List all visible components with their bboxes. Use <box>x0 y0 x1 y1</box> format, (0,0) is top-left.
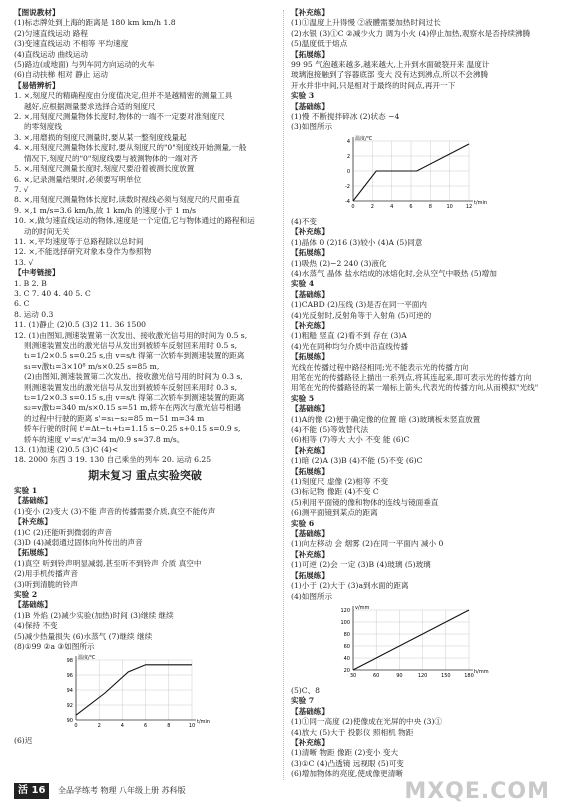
answer-line: 2. ×,用刻度尺测量物体长度时,物体的一端不一定要对准刻度尺 <box>14 112 225 122</box>
x-tick-label: 4 <box>390 203 394 210</box>
y-axis-label: 温度/℃ <box>355 135 373 142</box>
answer-line: (2)用手机传播声音 <box>14 569 78 579</box>
answer-line: (5)温度低于熔点 <box>291 39 348 49</box>
right-column <box>291 8 553 780</box>
y-tick-label: 60 <box>343 643 350 650</box>
section-heading: 【图说教材】 <box>14 8 60 17</box>
x-tick-label: 4 <box>120 723 124 730</box>
section-heading: 实验 2 <box>14 589 38 599</box>
answer-line: (2)由图知,测速装置第二次发出、接收激光信号用的时间为 0.3 s, <box>24 372 243 382</box>
answer-line: (1)可逆 (2)会 一定 (3)B (4)玻璃 (5)玻璃 <box>291 560 431 570</box>
answer-line: (6)迟 <box>14 736 33 746</box>
y-tick-label: 4 <box>346 138 350 145</box>
answer-line: 8. ×,用刻度尺测量物体长度时,读数时视线必须与刻度尺的尺面垂直 <box>14 195 240 205</box>
answer-line: 6. C <box>14 299 30 309</box>
y-tick-label: 92 <box>66 703 73 710</box>
answer-line: 4. ×,用刻度尺测量物体长度时,要从刻度尺的"0"刻度线开始测量,一般 <box>14 143 247 153</box>
answer-line: 11. ×,平均速度等于总路程除以总时间 <box>14 236 144 246</box>
answer-line: (1)向左移动 会 烟雾 (2)在同一平面内 减小 0 <box>291 539 444 549</box>
temp-graph-wrapper <box>54 654 276 734</box>
answer-line: (1)C (2)还能听到微弱的声音 <box>14 527 113 537</box>
answer-line: 5. ×,用刻度尺测量长度时,刻度尺要沿着被测长度放置 <box>14 164 195 174</box>
answer-line: 7. √ <box>14 184 29 194</box>
melt-graph-wrapper <box>331 135 553 215</box>
answer-line: (5)利用平面镜的像和物体的连线与镜面垂直 <box>291 497 439 507</box>
answer-line: t₂=1/2×0.3 s=0.15 s,由 v=s/t 得第二次轿车到测速装置的距离 <box>24 393 245 403</box>
answer-line: s₁=v激t₁=3×10⁸ m/s×0.25 s=85 m, <box>24 361 160 371</box>
y-tick-label: 98 <box>66 658 73 665</box>
x-axis-label: t/min <box>197 719 211 726</box>
page-number: 活 16 <box>14 783 49 799</box>
answer-line: (3)变速直线运动 不相等 平均速度 <box>14 39 129 49</box>
section-heading: 【基础练】 <box>14 600 52 610</box>
section-heading: 【拓展练】 <box>291 570 329 580</box>
answer-line: 轿车的速度 v'=s'/t'=34 m/0.9 s≈37.8 m/s。 <box>24 434 185 444</box>
answer-line: (6)相等 (7)等大 大小 不变 能 (6)C <box>291 435 410 445</box>
answer-line: 的过程中行驶的距离 s'=s₁−s₂=85 m−51 m=34 m <box>24 413 205 423</box>
answer-line: 8. 运动 0.3 <box>14 309 54 319</box>
y-tick-label: 96 <box>66 673 73 680</box>
x-tick-label: 0 <box>74 723 78 730</box>
section-heading: 实验 1 <box>14 485 38 495</box>
answer-line: 光线在传播过程中路径相同;光不能表示光的传播方向 <box>291 362 469 372</box>
y-tick-label: 80 <box>343 631 350 638</box>
answer-line: 13. (1)加速 (2)0.5 (3)C (4)< <box>14 445 119 455</box>
chapter-title: 期末复习 重点实验突破 <box>88 468 202 482</box>
answer-line: (4)光反射时,反射角等于入射角 (5)可逆的 <box>291 310 432 320</box>
section-heading: 【补充练】 <box>291 549 329 559</box>
answer-line: (1)清晰 物距 像距 (2)变小 变大 <box>291 748 399 758</box>
section-heading: 实验 7 <box>291 696 315 706</box>
x-tick-label: 150 <box>441 672 451 679</box>
section-heading: 【拓展练】 <box>291 49 329 59</box>
answer-line: (1)B 外焰 (2)减少实验(加热)时间 (3)继续 继续 <box>14 610 174 620</box>
x-tick-label: 180 <box>464 672 474 679</box>
y-axis-label: v/mm <box>355 604 370 611</box>
y-tick-label: 40 <box>343 655 350 662</box>
x-tick-label: 6 <box>409 203 413 210</box>
answer-line: 12. ×,不能选择研究对象本身作为参照物 <box>14 247 152 257</box>
answer-line: 9. ×,1 m/s=3.6 km/h,故 1 km/h 的速度小于 1 m/s <box>14 205 197 215</box>
answer-line: (1)晶体 0 (2)16 (3)较小 (4)A (5)同意 <box>291 237 423 247</box>
x-tick-label: 10 <box>188 723 196 730</box>
depth-graph-wrapper <box>331 604 553 684</box>
answer-line: 1. B 2. B <box>14 278 47 288</box>
answer-line: (1)CABD (2)压线 (3)是否在同一平面内 <box>291 300 427 310</box>
answer-line: (3)D (4)减弱通过固体向外传出的声音 <box>14 537 143 547</box>
y-tick-label: -2 <box>345 183 350 190</box>
x-tick-label: 60 <box>373 672 380 679</box>
answer-line: 18. 2000 东西 3 19. 130 自己乘坐的列车 20. 运动 6.25 <box>14 455 212 465</box>
depth-graph <box>331 604 489 684</box>
answer-line: (1)标志牌处到上海的距离是 180 km km/h 1.8 <box>14 18 176 28</box>
answer-line: (1)暗 (2)A (3)B (4)不能 (5)不变 (6)C <box>291 456 423 466</box>
answer-line: (4)光在同种均匀介质中沿直线传播 <box>291 341 409 351</box>
answer-line: 用笔在光的传播路径的某一端标上箭头,代表光的传播方向,从而模拟"光线" <box>291 383 539 393</box>
section-heading: 【基础练】 <box>291 101 329 111</box>
answer-line: 越好,应根据测量要求选择合适的刻度尺 <box>24 101 156 111</box>
y-tick-label: 100 <box>340 619 350 626</box>
section-heading: 【补充练】 <box>291 8 329 17</box>
x-tick-label: 2 <box>97 723 101 730</box>
y-tick-label: 20 <box>343 667 350 674</box>
x-tick-label: 30 <box>349 672 357 679</box>
x-tick-label: 0 <box>351 203 355 210</box>
section-heading: 【基础练】 <box>291 529 329 539</box>
answer-line: (1)①温度上升得慢 ②液體需要加热时间过长 <box>291 18 441 28</box>
section-heading: 【补充练】 <box>291 227 329 237</box>
answer-line: (6)测平面镜到某点的距离 <box>291 508 378 518</box>
answer-line: 动的时间无关 <box>24 226 70 236</box>
answer-line: (4)放大 (5)大于 投影仪 照相机 物距 <box>291 727 414 737</box>
answer-line: (5)C、8 <box>291 685 320 695</box>
answer-line: (1)A的像 (2)便于确定像的位置 暗 (3)玻璃板未竖直放置 <box>291 414 481 424</box>
answer-line: 玻璃泡接触到了容器底部 变大 没有达到沸点,所以不会沸腾 <box>291 70 489 80</box>
answer-line: (8)①99 ②a ③如图所示 <box>14 641 95 651</box>
x-tick-label: 8 <box>167 723 171 730</box>
y-tick-label: 0 <box>346 168 350 175</box>
section-heading: 实验 4 <box>291 279 315 289</box>
answer-line: s₂=v激t₂=340 m/s×0.15 s=51 m,轿车在两次与激光信号相遇 <box>24 403 241 413</box>
answer-line: 则测速装置发出的激光信号从发出到被轿车反射回来用时 0.5 s, <box>24 341 238 350</box>
section-heading: 【补充练】 <box>291 445 329 455</box>
y-tick-label: 94 <box>66 688 73 695</box>
answer-line: (1)粗糙 竖直 (2)看不到 存在 (3)A <box>291 331 407 341</box>
section-heading: 【补充练】 <box>291 737 329 747</box>
answer-line: 1. ×,刻度尺的精确程度由分度值决定,但并不是越精密的测量工具 <box>14 91 233 101</box>
answer-line: (1)变小 (2)变大 (3)不能 声音的传播需要介质,真空不能传声 <box>14 506 216 516</box>
left-column <box>14 8 276 747</box>
answer-line: (3)听到清脆的铃声 <box>14 579 78 589</box>
answer-line: (1)真空 听到铃声明显减弱,甚至听不到铃声 介质 真空中 <box>14 558 202 568</box>
answer-line: (4)水蒸气 晶体 盐水结成的冰熔化时,会从空气中吸热 (5)增加 <box>291 268 497 278</box>
x-tick-label: 2 <box>370 203 374 210</box>
x-tick-label: 90 <box>396 672 403 679</box>
y-tick-label: 2 <box>346 153 350 160</box>
section-heading: 实验 3 <box>291 91 315 101</box>
answer-line: (4)保持 不变 <box>14 621 58 631</box>
section-heading: 【基础练】 <box>291 404 329 414</box>
melt-graph <box>331 135 488 215</box>
section-heading: 实验 6 <box>291 518 315 528</box>
footer-text: 全品学练考 物理 八年级上册 苏科版 <box>57 786 186 795</box>
answer-line: 10. ×,做匀速直线运动的物体,速度是一个定值,它与物体通过的路程和运 <box>14 216 255 226</box>
answer-line: (3)如图所示 <box>291 122 333 132</box>
answer-line: 11. (1)静止 (2)0.5 (3)2 11. 36 1500 <box>14 320 146 330</box>
answer-line: (6)增加物体的亮度,使成像更清晰 <box>291 769 403 779</box>
answer-line: 开水并非中间,只是相对于最终的时间点,再开一下 <box>291 80 456 90</box>
answer-line: 3. C 7. 40 4. 40 5. C <box>14 288 91 298</box>
temp-graph <box>54 654 211 734</box>
answer-line: (6)自动扶梯 相对 静止 运动 <box>14 70 108 80</box>
y-tick-label: -4 <box>345 198 350 205</box>
section-heading: 【拓展练】 <box>14 548 52 558</box>
x-tick-label: 8 <box>428 203 432 210</box>
answer-line: (1)慢 不断搅拌碎冰 (2)状态 −4 <box>291 112 400 122</box>
y-tick-label: 120 <box>340 607 350 614</box>
answer-line: (4)不变 <box>291 216 317 226</box>
x-tick-label: 120 <box>417 672 428 679</box>
answer-line: 情况下,刻度尺的"0"刻度线要与被测物体的一端对齐 <box>24 153 198 163</box>
x-axis-label: t/min <box>474 199 488 206</box>
answer-line: 3. ×,用磨损的刻度尺测量时,要从某一整刻度线量起 <box>14 132 187 142</box>
section-heading: 【基础练】 <box>14 496 52 506</box>
watermark: MXQE.COM <box>404 778 550 804</box>
answer-line: 99 95 气泡越来越多,越来越大,上升到水面破裂开来 温度计 <box>291 60 490 70</box>
answer-line: (2)匀速直线运动 路程 <box>14 28 88 38</box>
answer-line: (5)路边(或地面) 与列车同方向运动的火车 <box>14 60 155 70</box>
y-tick-label: 90 <box>66 718 73 725</box>
x-tick-label: 12 <box>465 203 473 210</box>
section-heading: 【补充练】 <box>14 517 52 527</box>
answer-line: (5)减少热量损失 (6)水蒸气 (7)继续 继续 <box>14 631 153 641</box>
section-heading: 【补充练】 <box>291 320 329 330</box>
section-heading: 【中考链接】 <box>14 268 60 278</box>
answer-line: (1)①同一高度 (2)使像成在光屏的中央 (3)① <box>291 717 443 727</box>
y-axis-label: 温度/℃ <box>78 655 96 662</box>
answer-line: 轿车行驶的时间 t'=Δt−t₁+t₂=1.15 s−0.25 s+0.15 s=0.9 s, <box>24 424 241 434</box>
answer-line: 13. √ <box>14 257 34 267</box>
section-heading: 实验 5 <box>291 393 315 403</box>
section-heading: 【拓展练】 <box>291 248 329 258</box>
section-heading: 【基础练】 <box>291 289 329 299</box>
answer-line: 用笔在光的传播路径上描出一系列点,将其连起来,即可表示光的传播方向 <box>291 372 532 382</box>
answer-line: 6. ×,记录测量结果时,必须要写明单位 <box>14 174 142 184</box>
answer-line: 则测速装置发出的激光信号从发出到被轿车反射回来用时 0.3 s, <box>24 382 238 392</box>
column-divider <box>283 10 284 780</box>
section-heading: 【易错辨析】 <box>14 80 60 90</box>
answer-line: (4)直线运动 曲线运动 <box>14 49 88 59</box>
x-tick-label: 6 <box>144 723 148 730</box>
x-tick-label: 10 <box>446 203 453 210</box>
section-heading: 【基础练】 <box>291 706 329 716</box>
answer-line: (1)小于 (2)大于 (3)a到水面的距离 <box>291 581 409 591</box>
x-axis-label: h/mm <box>474 668 489 675</box>
answer-line: (4)不能 (5)等效替代法 <box>291 425 369 434</box>
data-line <box>353 610 469 670</box>
answer-line: (4)如图所示 <box>291 591 333 601</box>
answer-line: t₁=1/2×0.5 s=0.25 s,由 v=s/t 得第一次轿车到测速装置的距离 <box>24 351 245 361</box>
answer-line: 的零刻度线 <box>24 122 62 132</box>
section-heading: 【拓展练】 <box>291 352 329 362</box>
answer-line: (1)刻度尺 虚像 (2)相等 不变 <box>291 477 389 487</box>
answer-line: (3)标记物 像距 (4)不变 C <box>291 487 379 497</box>
answer-line: (3)①C (4)凸透镜 远视眼 (5)可变 <box>291 758 404 768</box>
answer-line: 12. (1)由图知,测速装置第一次发出、接收激光信号用的时间为 0.5 s, <box>14 330 248 340</box>
section-heading: 【拓展练】 <box>291 466 329 476</box>
answer-line: (1)吸热 (2)−2 240 (3)液化 <box>291 258 387 268</box>
answer-line: (2)水银 (3)①C ②减少火力 调为小火 (4)停止加热,观察水是否持续沸腾 <box>291 28 531 38</box>
